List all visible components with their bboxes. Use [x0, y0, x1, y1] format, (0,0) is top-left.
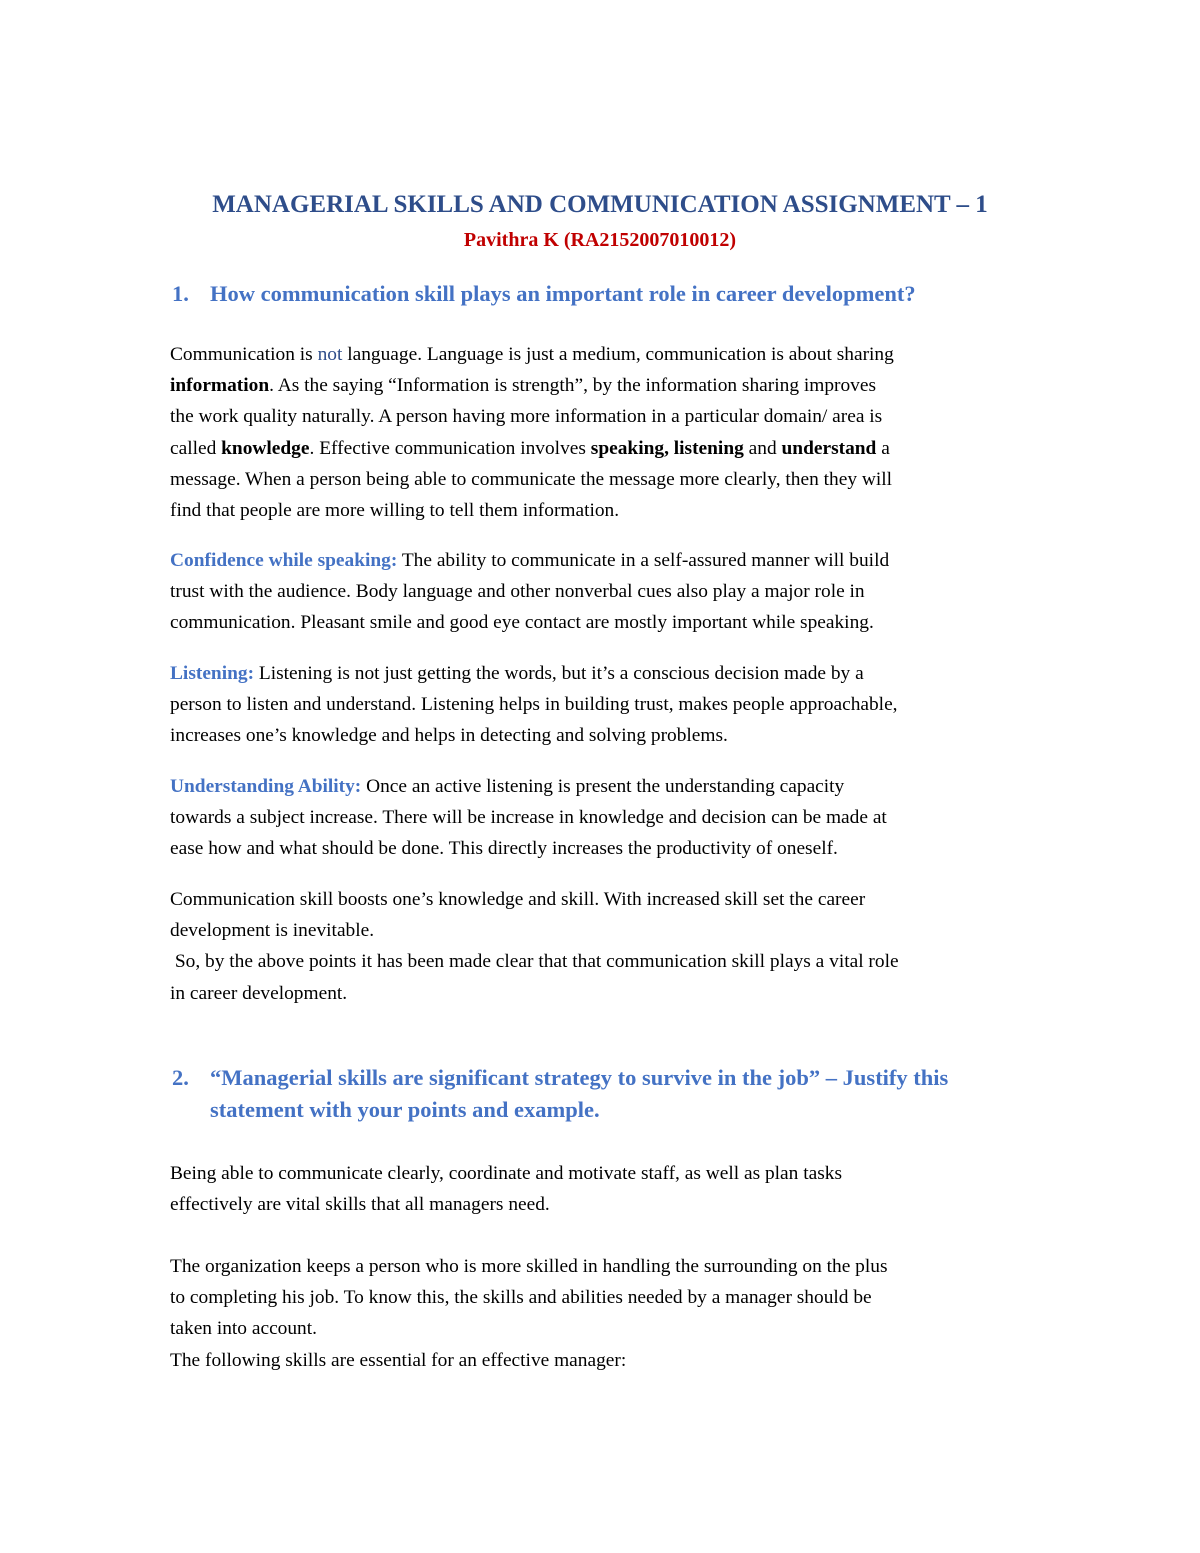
text-span: language. Language is just a medium, communication is about sharing [342, 344, 894, 365]
bold-knowledge: knowledge [221, 437, 310, 459]
text-line [170, 339, 1070, 370]
question-2-number: 2. [172, 1065, 189, 1090]
text-line [170, 658, 1070, 689]
text-line: trust with the audience. Body language and other nonverbal cues also play a major role in [170, 581, 865, 603]
text-span: a [876, 437, 890, 459]
paragraph-managers-skills [170, 1158, 1070, 1220]
bold-information: information [170, 375, 270, 397]
text-line: the work quality naturally. A person having more information in a particular domain/ area is [170, 406, 883, 428]
text-line: ease how and what should be done. This directly increases the productivity of oneself. [170, 838, 838, 860]
text-line: taken into account. [170, 1318, 317, 1340]
paragraph-listening [170, 658, 1070, 752]
text-line: find that people are more willing to tell them information. [170, 500, 620, 522]
text-line: to completing his job. To know this, the skills and abilities needed by a manager should be [170, 1287, 872, 1309]
text-line: effectively are vital skills that all managers need. [170, 1194, 550, 1216]
author-line: Pavithra K (RA2152007010012) [463, 229, 737, 251]
text-line [170, 370, 1070, 401]
question-2-text-line2: statement with your points and example. [210, 1097, 600, 1122]
text-line [170, 771, 1070, 802]
term-understanding: Understanding Ability: [170, 776, 362, 797]
bold-speaking-listening: speaking, listening [590, 437, 744, 459]
text-line [172, 1062, 1072, 1094]
term-listening: Listening: [170, 663, 255, 684]
text-line: communication. Pleasant smile and good eye contact are mostly important while speaking. [170, 612, 874, 634]
text-line: development is inevitable. [170, 920, 375, 942]
bold-understand: understand [781, 437, 877, 459]
text-span: called [170, 437, 222, 459]
paragraph-confidence [170, 545, 1070, 639]
text-line: in career development. [170, 982, 348, 1004]
text-span: The ability to communicate in a self-assured manner will build [397, 550, 890, 571]
text-span: Once an active listening is present the understanding capacity [361, 776, 845, 797]
term-confidence: Confidence while speaking: [170, 550, 398, 571]
text-line: So, by the above points it has been made clear that that communication skill plays a vital role [170, 951, 899, 973]
text-span: Communication is [170, 344, 318, 365]
text-line: increases one’s knowledge and helps in detecting and solving problems. [170, 725, 728, 747]
text-span: . As the saying “Information is strength”, by the information sharing improves [269, 375, 877, 397]
question-1-number: 1. [172, 281, 189, 306]
paragraph-communication-intro [170, 339, 1070, 526]
paragraph-organization [170, 1251, 1070, 1376]
paragraph-conclusion [170, 884, 1070, 1009]
question-2-heading [172, 1062, 1072, 1126]
text-line: message. When a person being able to communicate the message more clearly, then they will [170, 468, 893, 490]
text-line: The following skills are essential for an effective manager: [170, 1349, 627, 1371]
text-line [170, 433, 1070, 464]
paragraph-understanding [170, 771, 1070, 865]
text-line: The organization keeps a person who is more skilled in handling the surrounding on the plus [170, 1256, 888, 1277]
text-line: towards a subject increase. There will be increase in knowledge and decision can be made at [170, 807, 887, 829]
text-span: . Effective communication involves [309, 437, 591, 459]
document-title: MANAGERIAL SKILLS AND COMMUNICATION ASSIGNMENT – 1 [212, 191, 988, 218]
text-line: Being able to communicate clearly, coordinate and motivate staff, as well as plan tasks [170, 1163, 842, 1184]
text-span: Listening is not just getting the words, but it’s a conscious decision made by a [254, 663, 864, 684]
question-1-text: How communication skill plays an important role in career development? [210, 281, 916, 306]
text-line: Communication skill boosts one’s knowledge and skill. With increased skill set the career [170, 889, 866, 910]
text-line: person to listen and understand. Listening helps in building trust, makes people approachable, [170, 694, 898, 716]
question-2-text-line1: “Managerial skills are significant strategy to survive in the job” – Justify this [210, 1065, 949, 1090]
text-span: and [743, 437, 782, 459]
question-1-heading [172, 278, 1072, 310]
text-line [170, 545, 1070, 576]
highlight-not: not [317, 344, 343, 365]
